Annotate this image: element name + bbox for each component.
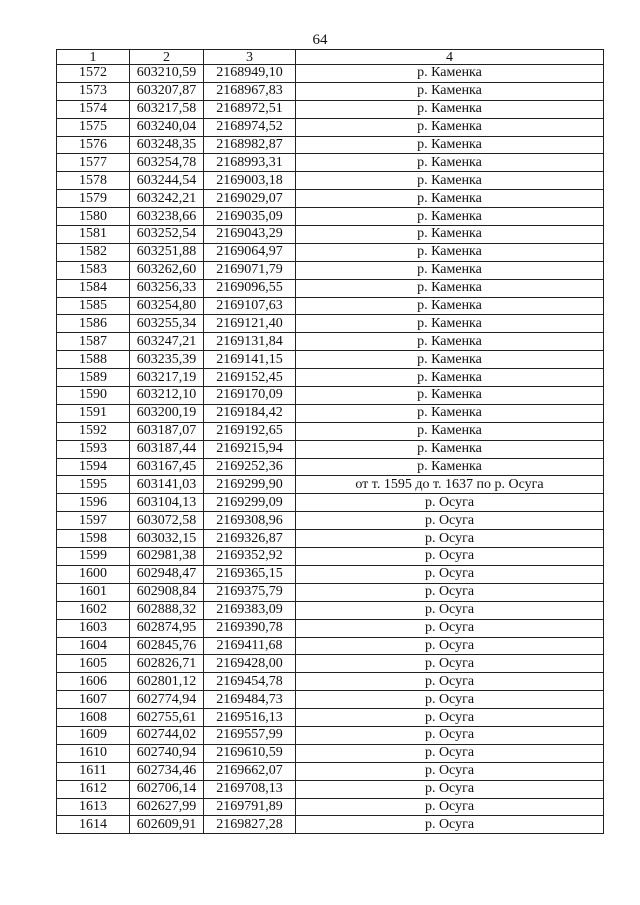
cell-y-coordinate: 2168993,31 xyxy=(204,154,296,172)
cell-point-number: 1614 xyxy=(57,816,130,834)
cell-x-coordinate: 603072,58 xyxy=(130,512,204,530)
cell-description: р. Осуга xyxy=(296,726,604,744)
cell-description: р. Осуга xyxy=(296,583,604,601)
table-row xyxy=(57,422,604,440)
cell-description: р. Каменка xyxy=(296,369,604,387)
cell-description: р. Каменка xyxy=(296,190,604,208)
cell-description: р. Каменка xyxy=(296,279,604,297)
cell-x-coordinate: 603242,21 xyxy=(130,190,204,208)
cell-x-coordinate: 602981,38 xyxy=(130,548,204,566)
cell-point-number: 1597 xyxy=(57,512,130,530)
table-row xyxy=(57,440,604,458)
cell-description: р. Осуга xyxy=(296,494,604,512)
cell-point-number: 1573 xyxy=(57,82,130,100)
cell-x-coordinate: 602706,14 xyxy=(130,780,204,798)
cell-x-coordinate: 603210,59 xyxy=(130,65,204,83)
table-row xyxy=(57,583,604,601)
cell-description: р. Каменка xyxy=(296,82,604,100)
cell-x-coordinate: 603200,19 xyxy=(130,404,204,422)
table-row xyxy=(57,190,604,208)
cell-x-coordinate: 602627,99 xyxy=(130,798,204,816)
table-row xyxy=(57,261,604,279)
table-row xyxy=(57,351,604,369)
cell-point-number: 1576 xyxy=(57,136,130,154)
cell-point-number: 1578 xyxy=(57,172,130,190)
cell-point-number: 1595 xyxy=(57,476,130,494)
cell-y-coordinate: 2169071,79 xyxy=(204,261,296,279)
table-row xyxy=(57,530,604,548)
cell-y-coordinate: 2168982,87 xyxy=(204,136,296,154)
table-row xyxy=(57,226,604,244)
cell-x-coordinate: 602744,02 xyxy=(130,726,204,744)
cell-point-number: 1589 xyxy=(57,369,130,387)
cell-description: р. Осуга xyxy=(296,798,604,816)
cell-description: р. Осуга xyxy=(296,601,604,619)
cell-point-number: 1579 xyxy=(57,190,130,208)
cell-x-coordinate: 603207,87 xyxy=(130,82,204,100)
table-row xyxy=(57,136,604,154)
cell-y-coordinate: 2169192,65 xyxy=(204,422,296,440)
cell-x-coordinate: 603187,07 xyxy=(130,422,204,440)
cell-y-coordinate: 2169003,18 xyxy=(204,172,296,190)
cell-description: р. Каменка xyxy=(296,154,604,172)
cell-x-coordinate: 603244,54 xyxy=(130,172,204,190)
cell-y-coordinate: 2169708,13 xyxy=(204,780,296,798)
cell-y-coordinate: 2169252,36 xyxy=(204,458,296,476)
cell-x-coordinate: 602948,47 xyxy=(130,565,204,583)
table-row xyxy=(57,154,604,172)
column-header-x: 2 xyxy=(130,50,204,65)
cell-point-number: 1607 xyxy=(57,691,130,709)
cell-point-number: 1611 xyxy=(57,762,130,780)
cell-y-coordinate: 2169411,68 xyxy=(204,637,296,655)
cell-x-coordinate: 603240,04 xyxy=(130,118,204,136)
cell-description: р. Осуга xyxy=(296,530,604,548)
cell-description: р. Каменка xyxy=(296,208,604,226)
table-row xyxy=(57,548,604,566)
cell-y-coordinate: 2169035,09 xyxy=(204,208,296,226)
cell-x-coordinate: 603235,39 xyxy=(130,351,204,369)
cell-x-coordinate: 603104,13 xyxy=(130,494,204,512)
table-row xyxy=(57,82,604,100)
cell-description: р. Осуга xyxy=(296,548,604,566)
cell-y-coordinate: 2169610,59 xyxy=(204,744,296,762)
cell-y-coordinate: 2169454,78 xyxy=(204,673,296,691)
cell-x-coordinate: 603187,44 xyxy=(130,440,204,458)
cell-point-number: 1608 xyxy=(57,709,130,727)
table-row xyxy=(57,673,604,691)
cell-point-number: 1574 xyxy=(57,100,130,118)
cell-y-coordinate: 2169390,78 xyxy=(204,619,296,637)
cell-point-number: 1572 xyxy=(57,65,130,83)
cell-point-number: 1594 xyxy=(57,458,130,476)
cell-point-number: 1604 xyxy=(57,637,130,655)
cell-description: р. Осуга xyxy=(296,673,604,691)
cell-point-number: 1593 xyxy=(57,440,130,458)
cell-point-number: 1590 xyxy=(57,387,130,405)
cell-x-coordinate: 602888,32 xyxy=(130,601,204,619)
cell-y-coordinate: 2169827,28 xyxy=(204,816,296,834)
cell-description: р. Каменка xyxy=(296,458,604,476)
cell-y-coordinate: 2169557,99 xyxy=(204,726,296,744)
cell-description: р. Осуга xyxy=(296,709,604,727)
table-row xyxy=(57,816,604,834)
cell-description: р. Каменка xyxy=(296,118,604,136)
cell-description: р. Каменка xyxy=(296,333,604,351)
table-row xyxy=(57,565,604,583)
cell-x-coordinate: 602908,84 xyxy=(130,583,204,601)
cell-y-coordinate: 2169326,87 xyxy=(204,530,296,548)
cell-point-number: 1598 xyxy=(57,530,130,548)
cell-x-coordinate: 603032,15 xyxy=(130,530,204,548)
cell-x-coordinate: 602774,94 xyxy=(130,691,204,709)
table-row xyxy=(57,208,604,226)
cell-point-number: 1575 xyxy=(57,118,130,136)
cell-point-number: 1602 xyxy=(57,601,130,619)
cell-description: р. Осуга xyxy=(296,780,604,798)
cell-y-coordinate: 2168967,83 xyxy=(204,82,296,100)
cell-y-coordinate: 2169299,90 xyxy=(204,476,296,494)
cell-y-coordinate: 2169308,96 xyxy=(204,512,296,530)
cell-x-coordinate: 603217,58 xyxy=(130,100,204,118)
page-number: 64 xyxy=(312,32,328,48)
cell-description: р. Осуга xyxy=(296,637,604,655)
cell-x-coordinate: 603248,35 xyxy=(130,136,204,154)
cell-x-coordinate: 603247,21 xyxy=(130,333,204,351)
table-row xyxy=(57,619,604,637)
table-row xyxy=(57,118,604,136)
cell-x-coordinate: 602845,76 xyxy=(130,637,204,655)
cell-x-coordinate: 602734,46 xyxy=(130,762,204,780)
table-row xyxy=(57,601,604,619)
table-row xyxy=(57,65,604,83)
cell-description: р. Каменка xyxy=(296,404,604,422)
cell-description: р. Каменка xyxy=(296,261,604,279)
cell-y-coordinate: 2168974,52 xyxy=(204,118,296,136)
cell-x-coordinate: 603252,54 xyxy=(130,226,204,244)
cell-point-number: 1583 xyxy=(57,261,130,279)
cell-y-coordinate: 2169215,94 xyxy=(204,440,296,458)
cell-y-coordinate: 2169299,09 xyxy=(204,494,296,512)
cell-x-coordinate: 603256,33 xyxy=(130,279,204,297)
cell-y-coordinate: 2169029,07 xyxy=(204,190,296,208)
table-row xyxy=(57,744,604,762)
table-row xyxy=(57,726,604,744)
cell-y-coordinate: 2169096,55 xyxy=(204,279,296,297)
cell-y-coordinate: 2169170,09 xyxy=(204,387,296,405)
table-row xyxy=(57,297,604,315)
cell-y-coordinate: 2169121,40 xyxy=(204,315,296,333)
cell-description: р. Осуга xyxy=(296,565,604,583)
table-row xyxy=(57,637,604,655)
cell-y-coordinate: 2168949,10 xyxy=(204,65,296,83)
cell-y-coordinate: 2169375,79 xyxy=(204,583,296,601)
cell-x-coordinate: 602826,71 xyxy=(130,655,204,673)
table-row xyxy=(57,369,604,387)
column-header-point-number: 1 xyxy=(57,50,130,65)
cell-description: р. Каменка xyxy=(296,440,604,458)
table-row xyxy=(57,315,604,333)
cell-x-coordinate: 602874,95 xyxy=(130,619,204,637)
cell-description: р. Каменка xyxy=(296,243,604,261)
cell-y-coordinate: 2169516,13 xyxy=(204,709,296,727)
table-row xyxy=(57,333,604,351)
cell-description: р. Осуга xyxy=(296,816,604,834)
cell-y-coordinate: 2169428,00 xyxy=(204,655,296,673)
cell-description: р. Осуга xyxy=(296,744,604,762)
cell-description: р. Каменка xyxy=(296,65,604,83)
cell-description: р. Осуга xyxy=(296,655,604,673)
cell-x-coordinate: 602740,94 xyxy=(130,744,204,762)
cell-description: р. Осуга xyxy=(296,512,604,530)
cell-point-number: 1606 xyxy=(57,673,130,691)
cell-x-coordinate: 602755,61 xyxy=(130,709,204,727)
cell-point-number: 1582 xyxy=(57,243,130,261)
cell-x-coordinate: 603251,88 xyxy=(130,243,204,261)
table-row xyxy=(57,512,604,530)
cell-description: р. Каменка xyxy=(296,297,604,315)
cell-x-coordinate: 602801,12 xyxy=(130,673,204,691)
cell-y-coordinate: 2169152,45 xyxy=(204,369,296,387)
cell-point-number: 1613 xyxy=(57,798,130,816)
cell-point-number: 1612 xyxy=(57,780,130,798)
cell-y-coordinate: 2169184,42 xyxy=(204,404,296,422)
table-row xyxy=(57,762,604,780)
cell-x-coordinate: 603141,03 xyxy=(130,476,204,494)
cell-x-coordinate: 603167,45 xyxy=(130,458,204,476)
cell-x-coordinate: 603238,66 xyxy=(130,208,204,226)
cell-point-number: 1600 xyxy=(57,565,130,583)
cell-y-coordinate: 2169662,07 xyxy=(204,762,296,780)
cell-x-coordinate: 603255,34 xyxy=(130,315,204,333)
cell-y-coordinate: 2169352,92 xyxy=(204,548,296,566)
cell-point-number: 1592 xyxy=(57,422,130,440)
table-row xyxy=(57,387,604,405)
cell-description: р. Каменка xyxy=(296,226,604,244)
cell-y-coordinate: 2169791,89 xyxy=(204,798,296,816)
cell-point-number: 1603 xyxy=(57,619,130,637)
cell-point-number: 1587 xyxy=(57,333,130,351)
cell-y-coordinate: 2169365,15 xyxy=(204,565,296,583)
cell-y-coordinate: 2169141,15 xyxy=(204,351,296,369)
cell-point-number: 1580 xyxy=(57,208,130,226)
table-row xyxy=(57,458,604,476)
column-header-y: 3 xyxy=(204,50,296,65)
cell-description: р. Каменка xyxy=(296,387,604,405)
table-row xyxy=(57,798,604,816)
cell-point-number: 1585 xyxy=(57,297,130,315)
table-row xyxy=(57,780,604,798)
table-header-row xyxy=(57,50,604,65)
cell-point-number: 1584 xyxy=(57,279,130,297)
table-row xyxy=(57,709,604,727)
cell-description: р. Каменка xyxy=(296,172,604,190)
cell-description: р. Осуга xyxy=(296,619,604,637)
column-header-description: 4 xyxy=(296,50,604,65)
table-row xyxy=(57,691,604,709)
cell-x-coordinate: 603254,78 xyxy=(130,154,204,172)
cell-point-number: 1591 xyxy=(57,404,130,422)
cell-description: р. Каменка xyxy=(296,100,604,118)
cell-y-coordinate: 2169107,63 xyxy=(204,297,296,315)
cell-x-coordinate: 603217,19 xyxy=(130,369,204,387)
table-row xyxy=(57,100,604,118)
coordinates-table xyxy=(56,49,604,834)
cell-x-coordinate: 603254,80 xyxy=(130,297,204,315)
cell-description: р. Каменка xyxy=(296,422,604,440)
cell-point-number: 1588 xyxy=(57,351,130,369)
cell-x-coordinate: 603212,10 xyxy=(130,387,204,405)
cell-y-coordinate: 2169043,29 xyxy=(204,226,296,244)
cell-description: р. Каменка xyxy=(296,351,604,369)
cell-x-coordinate: 603262,60 xyxy=(130,261,204,279)
cell-description: р. Осуга xyxy=(296,762,604,780)
cell-y-coordinate: 2168972,51 xyxy=(204,100,296,118)
cell-point-number: 1599 xyxy=(57,548,130,566)
cell-description: р. Каменка xyxy=(296,315,604,333)
cell-description: от т. 1595 до т. 1637 по р. Осуга xyxy=(296,476,604,494)
cell-point-number: 1581 xyxy=(57,226,130,244)
table-row xyxy=(57,404,604,422)
cell-point-number: 1577 xyxy=(57,154,130,172)
cell-x-coordinate: 602609,91 xyxy=(130,816,204,834)
table-row xyxy=(57,655,604,673)
table-body xyxy=(57,65,604,834)
cell-point-number: 1596 xyxy=(57,494,130,512)
cell-description: р. Каменка xyxy=(296,136,604,154)
table-row xyxy=(57,172,604,190)
cell-y-coordinate: 2169131,84 xyxy=(204,333,296,351)
cell-point-number: 1610 xyxy=(57,744,130,762)
table-row xyxy=(57,476,604,494)
cell-y-coordinate: 2169383,09 xyxy=(204,601,296,619)
cell-y-coordinate: 2169484,73 xyxy=(204,691,296,709)
table-row xyxy=(57,243,604,261)
cell-y-coordinate: 2169064,97 xyxy=(204,243,296,261)
cell-point-number: 1605 xyxy=(57,655,130,673)
table-row xyxy=(57,279,604,297)
table-row xyxy=(57,494,604,512)
cell-point-number: 1601 xyxy=(57,583,130,601)
cell-point-number: 1609 xyxy=(57,726,130,744)
cell-point-number: 1586 xyxy=(57,315,130,333)
cell-description: р. Осуга xyxy=(296,691,604,709)
